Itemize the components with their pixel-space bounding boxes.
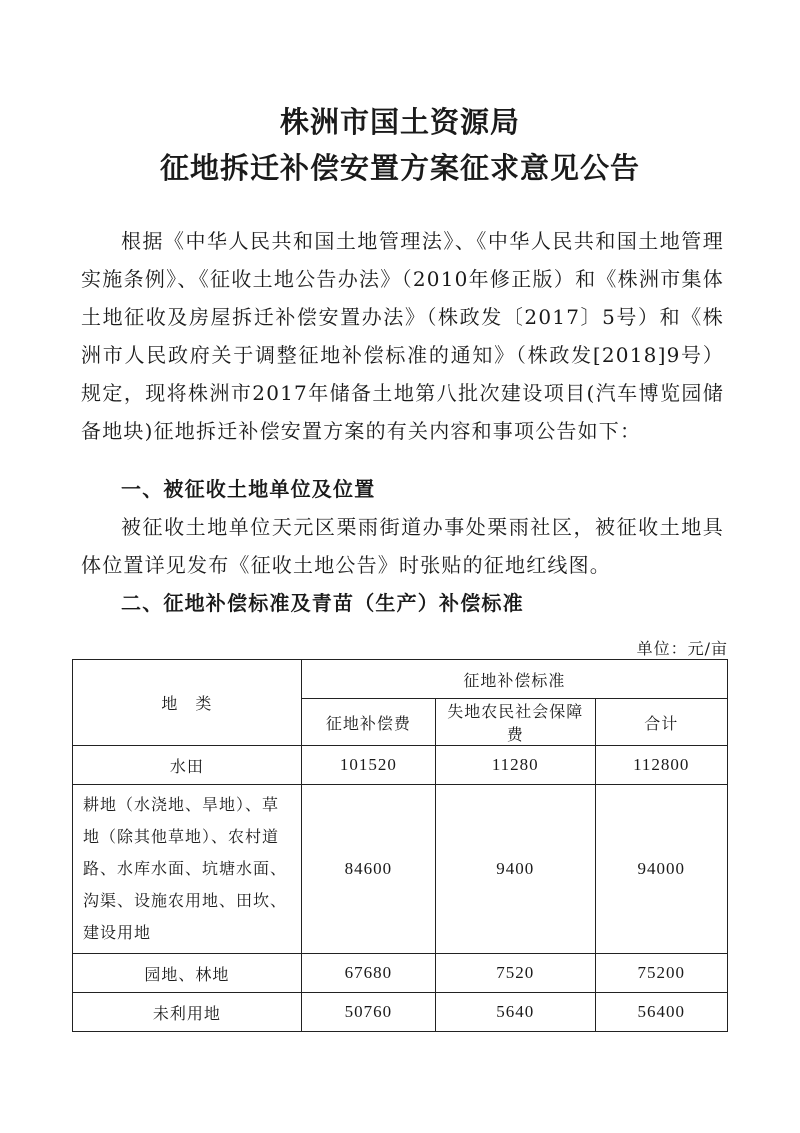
section2-heading-wrap [81,584,724,622]
intro-section [81,222,724,450]
social-security-cell: 5640 [436,993,596,1032]
table-unit-label: 单位：元/亩 [636,639,728,658]
social-security-cell: 11280 [436,746,596,785]
table-row [73,785,728,954]
table-header-row [73,660,728,699]
table-row [73,993,728,1032]
compensation-cell: 84600 [301,785,435,954]
header-total: 合计 [595,699,727,746]
table-row [73,954,728,993]
social-security-cell: 9400 [436,785,596,954]
land-type-cell: 水田 [73,746,302,785]
land-type-cell: 未利用地 [73,993,302,1032]
total-cell: 112800 [595,746,727,785]
section1-heading-wrap [81,470,724,508]
total-cell: 75200 [595,954,727,993]
section1-paragraph: 被征收土地单位天元区栗雨街道办事处栗雨社区，被征收土地具体位置详见发布《征收土地公告》时张贴的征地红线图。 [81,515,724,577]
section2-heading: 二、征地补偿标准及青苗（生产）补偿标准 [121,591,524,615]
total-cell: 94000 [595,785,727,954]
land-type-cell: 园地、林地 [73,954,302,993]
document-title-line1: 株洲市国土资源局 [279,105,520,139]
document-title-line2: 征地拆迁补偿安置方案征求意见公告 [159,151,640,185]
table-row [73,746,728,785]
total-cell: 56400 [595,993,727,1032]
header-compensation-fee: 征地补偿费 [301,699,435,746]
compensation-cell: 50760 [301,993,435,1032]
header-land-type: 地 类 [73,660,302,746]
header-compensation-standard: 征地补偿标准 [301,660,727,699]
header-social-security-fee: 失地农民社会保障费 [436,699,596,746]
section1-body [81,508,724,584]
section1-heading: 一、被征收土地单位及位置 [121,477,376,501]
compensation-cell: 67680 [301,954,435,993]
social-security-cell: 7520 [436,954,596,993]
land-type-cell: 耕地（水浇地、旱地）、草地（除其他草地）、农村道路、水库水面、坑塘水面、沟渠、设施农用地、田坎、建设用地 [73,785,302,954]
intro-paragraph: 根据《中华人民共和国土地管理法》、《中华人民共和国土地管理实施条例》、《征收土地公告办法》（2010年修正版）和《株洲市集体土地征收及房屋拆迁补偿安置办法》（株政发〔2017〕5号）和《株洲市人民政府关于调整征地补偿标准的通知》（株政发[2018]9号）规定，现将株洲市2017年储备土地第八批次建设项目(汽车博览园储备地块)征地拆迁补偿安置方案的有关内容和事项公告如下： [81,229,724,443]
compensation-table [72,659,728,1032]
compensation-cell: 101520 [301,746,435,785]
